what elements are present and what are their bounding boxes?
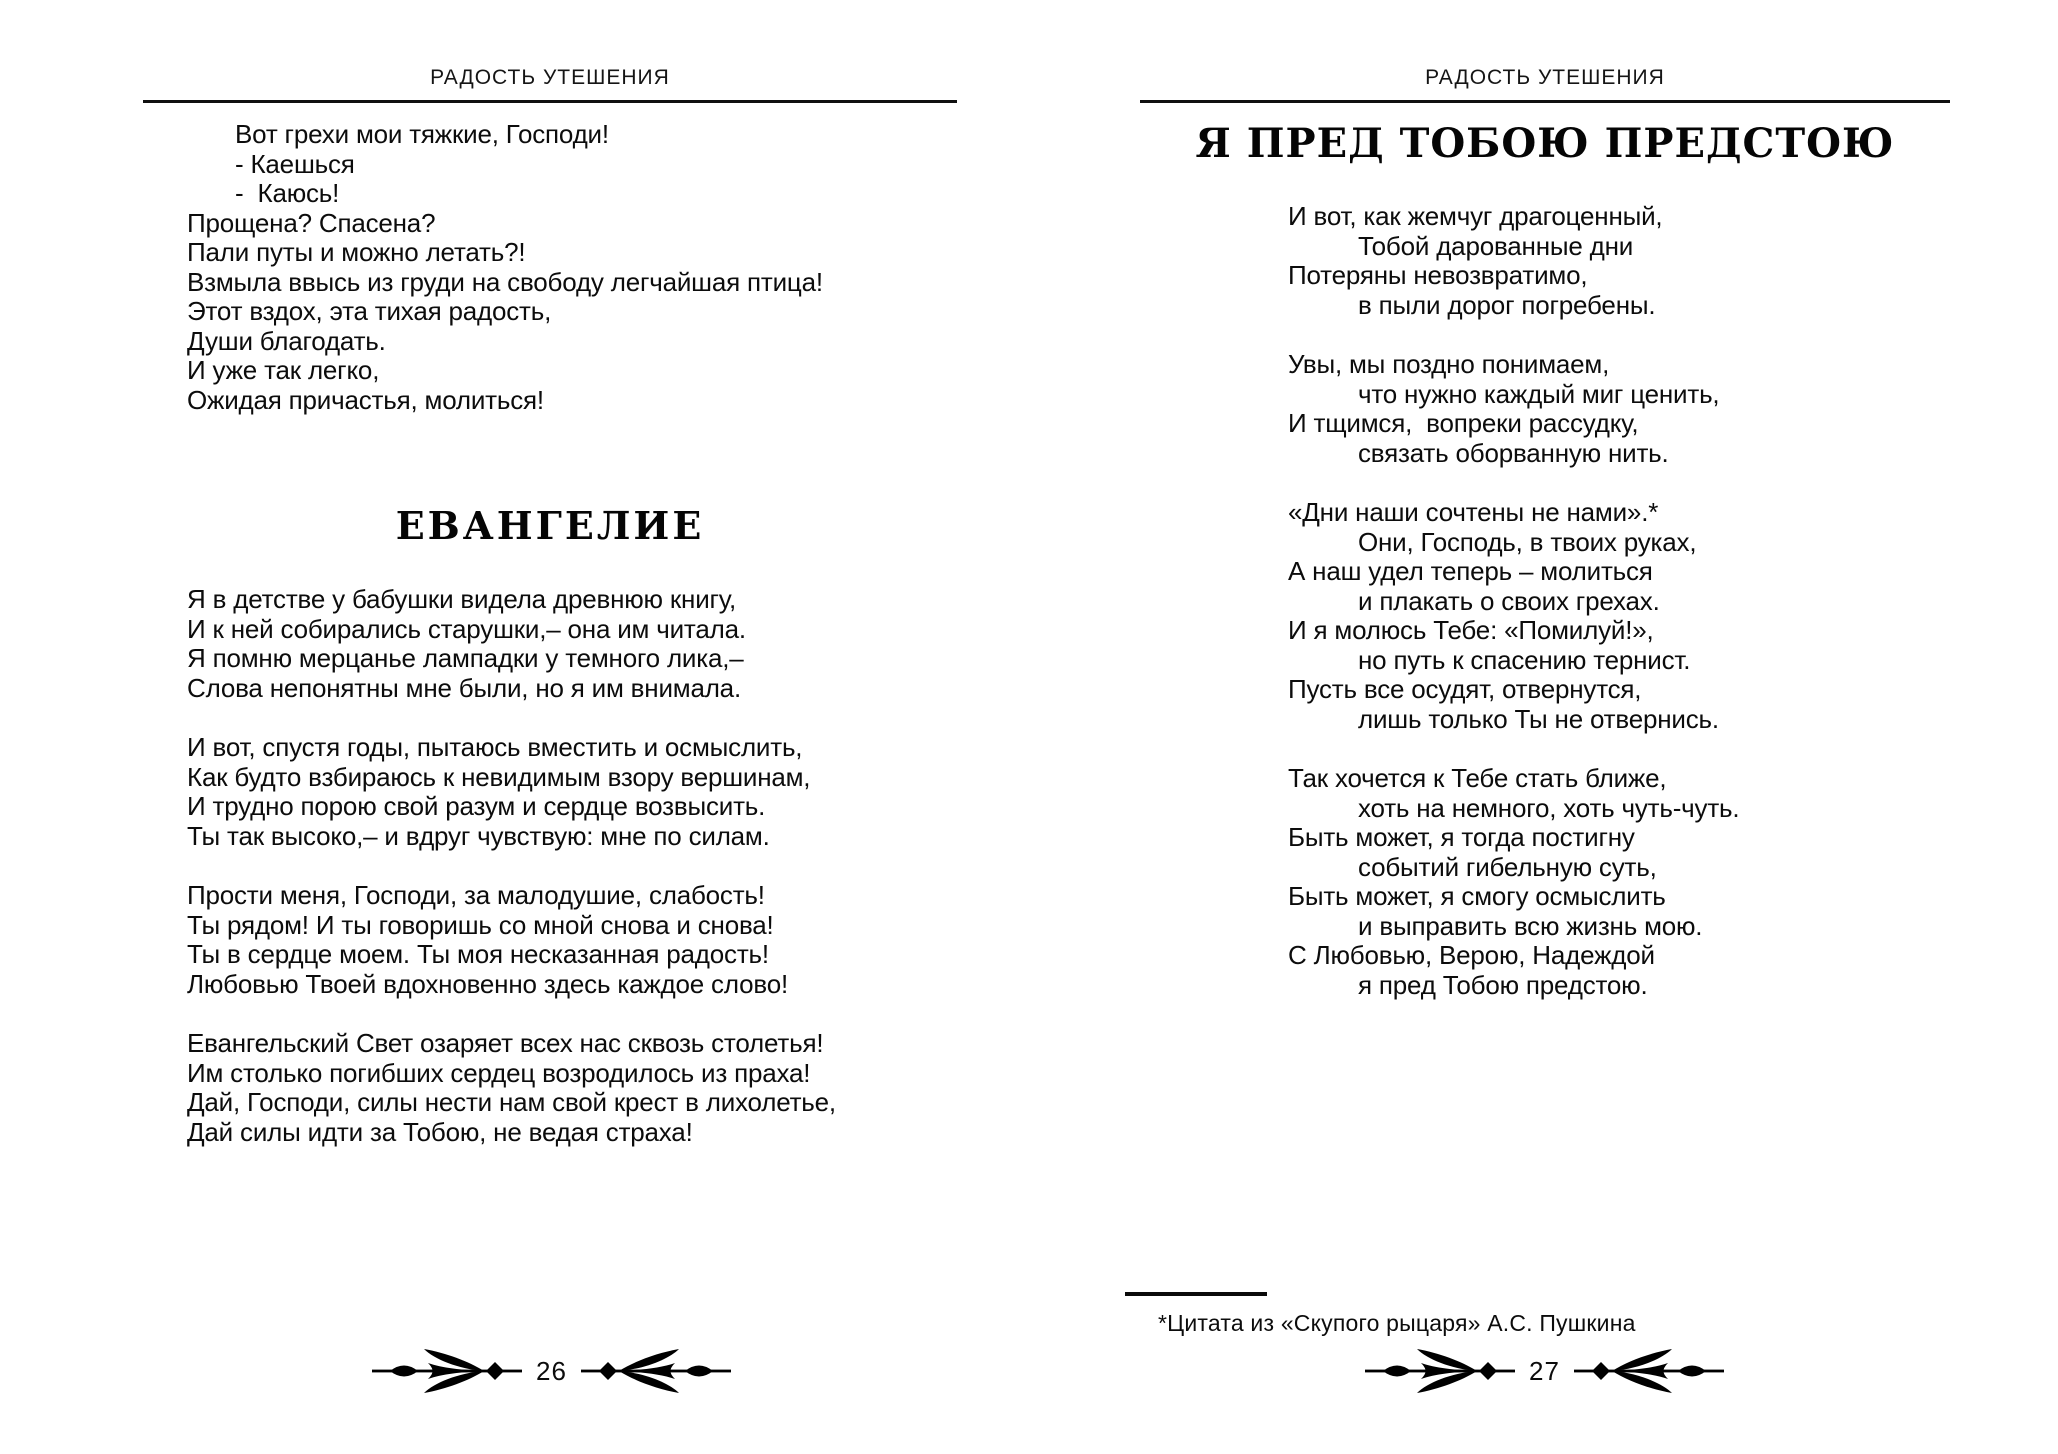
poem-line: И тщимся, вопреки рассудку, xyxy=(1288,408,1639,438)
poem-line: в пыли дорог погребены. xyxy=(1358,289,1656,320)
stanza xyxy=(187,120,823,415)
page-footer-right xyxy=(1365,1349,1724,1393)
poem-line: лишь только Ты не отвернись. xyxy=(1358,703,1719,734)
stanza xyxy=(187,585,836,703)
poem-line: Так хочется к Тебе стать ближе, xyxy=(1288,763,1667,793)
poem-line: Ты так высоко,– и вдруг чувствую: мне по силам. xyxy=(187,820,770,851)
poem-line: Этот вздох, эта тихая радость, xyxy=(187,296,552,326)
poem-line: я пред Тобою предстою. xyxy=(1358,969,1648,1000)
poem-line: Дай силы идти за Тобою, не ведая страха! xyxy=(187,1116,693,1147)
poem-line: А наш удел теперь – молиться xyxy=(1288,556,1653,586)
poem-line: И к ней собирались старушки,– она им читала. xyxy=(187,613,746,644)
stanza xyxy=(1288,350,1739,468)
stanza xyxy=(1288,764,1739,1000)
poem-evangelie-body xyxy=(187,585,836,1147)
poem-line: связать оборванную нить. xyxy=(1358,437,1669,468)
running-head-left: РАДОСТЬ УТЕШЕНИЯ xyxy=(430,66,670,89)
poem-line: Пали путы и можно летать?! xyxy=(187,237,526,267)
poem-line: Потеряны невозвратимо, xyxy=(1288,260,1588,290)
page-number-right: 27 xyxy=(1529,1355,1560,1386)
poem-line: Вот грехи мои тяжкие, Господи! xyxy=(235,119,609,149)
poem-line: Ожидая причастья, молиться! xyxy=(187,384,544,415)
stanza xyxy=(1288,202,1739,320)
page-footer-left xyxy=(372,1349,731,1393)
poem-line: Прощена? Спасена? xyxy=(187,207,436,238)
poem-line: Души благодать. xyxy=(187,325,386,356)
poem-line: что нужно каждый миг ценить, xyxy=(1358,378,1720,409)
footnote-rule xyxy=(1125,1292,1267,1296)
poem-line: и выправить всю жизнь мою. xyxy=(1358,910,1703,941)
poem-line: Им столько погибших сердец возродилось из праха! xyxy=(187,1057,811,1088)
poem-line: - Каюсь! xyxy=(235,178,340,208)
poem-line: Я помню мерцанье лампадки у темного лика,– xyxy=(187,643,744,673)
poem-line: С Любовью, Верою, Надеждой xyxy=(1288,940,1655,970)
poem-line: Взмыла ввысь из груди на свободу легчайшая птица! xyxy=(187,266,823,297)
poem-title-predstoyu: Я ПРЕД ТОБОЮ ПРЕДСТОЮ xyxy=(1195,120,1895,167)
poem-line: - Каешься xyxy=(235,148,355,179)
poem-line: Ты в сердце моем. Ты моя несказанная радость! xyxy=(187,939,769,969)
divider-ornament-icon xyxy=(1365,1349,1515,1393)
poem-line: И я молюсь Тебе: «Помилуй!», xyxy=(1288,615,1654,645)
stanza xyxy=(1288,498,1739,734)
poem-line: Увы, мы поздно понимаем, xyxy=(1288,349,1610,379)
poem-predstoyu-body xyxy=(1288,202,1739,1000)
divider-ornament-icon xyxy=(372,1349,522,1393)
poem-line: И уже так легко, xyxy=(187,355,380,385)
poem-line: Слова непонятны мне были, но я им внимала. xyxy=(187,672,741,703)
poem-line: Ты рядом! И ты говоришь со мной снова и снова! xyxy=(187,909,774,940)
stanza xyxy=(187,1029,836,1147)
poem-title-evangelie: ЕВАНГЕЛИЕ xyxy=(395,503,705,548)
page-number-left: 26 xyxy=(536,1355,567,1386)
poem-line: И трудно порою свой разум и сердце возвысить. xyxy=(187,791,766,821)
divider-ornament-icon xyxy=(1574,1349,1724,1393)
footnote-text: *Цитата из «Скупого рыцаря» А.С. Пушкина xyxy=(1158,1310,1636,1336)
poem-line: Быть может, я тогда постигну xyxy=(1288,822,1635,852)
poem-line: «Дни наши сочтены не нами».* xyxy=(1288,497,1659,527)
running-head-right: РАДОСТЬ УТЕШЕНИЯ xyxy=(1425,66,1665,89)
poem-line: Дай, Господи, силы нести нам свой крест в лихолетье, xyxy=(187,1087,836,1117)
divider-ornament-icon xyxy=(581,1349,731,1393)
poem-line: Быть может, я смогу осмыслить xyxy=(1288,881,1666,911)
intro-poem xyxy=(187,120,823,415)
poem-line: Любовью Твоей вдохновенно здесь каждое слово! xyxy=(187,968,788,999)
poem-line: и плакать о своих грехах. xyxy=(1358,585,1660,616)
header-rule-right xyxy=(1140,100,1950,103)
poem-line: Тобой дарованные дни xyxy=(1358,230,1634,261)
stanza xyxy=(187,881,836,999)
poem-line: Пусть все осудят, отвернутся, xyxy=(1288,674,1642,704)
poem-line: событий гибельную суть, xyxy=(1358,851,1657,882)
header-rule-left xyxy=(143,100,957,103)
poem-line: но путь к спасению тернист. xyxy=(1358,644,1691,675)
poem-line: Как будто взбираюсь к невидимым взору вершинам, xyxy=(187,761,811,792)
stanza xyxy=(187,733,836,851)
poem-line: Евангельский Свет озаряет всех нас сквозь столетья! xyxy=(187,1028,824,1058)
poem-line: хоть на немного, хоть чуть-чуть. xyxy=(1358,792,1740,823)
poem-line: Прости меня, Господи, за малодушие, слабость! xyxy=(187,880,765,910)
poem-line: Я в детстве у бабушки видела древнюю книгу, xyxy=(187,584,737,614)
poem-line: И вот, как жемчуг драгоценный, xyxy=(1288,201,1663,231)
poem-line: Они, Господь, в твоих руках, xyxy=(1358,526,1697,557)
poem-line: И вот, спустя годы, пытаюсь вместить и осмыслить, xyxy=(187,732,803,762)
